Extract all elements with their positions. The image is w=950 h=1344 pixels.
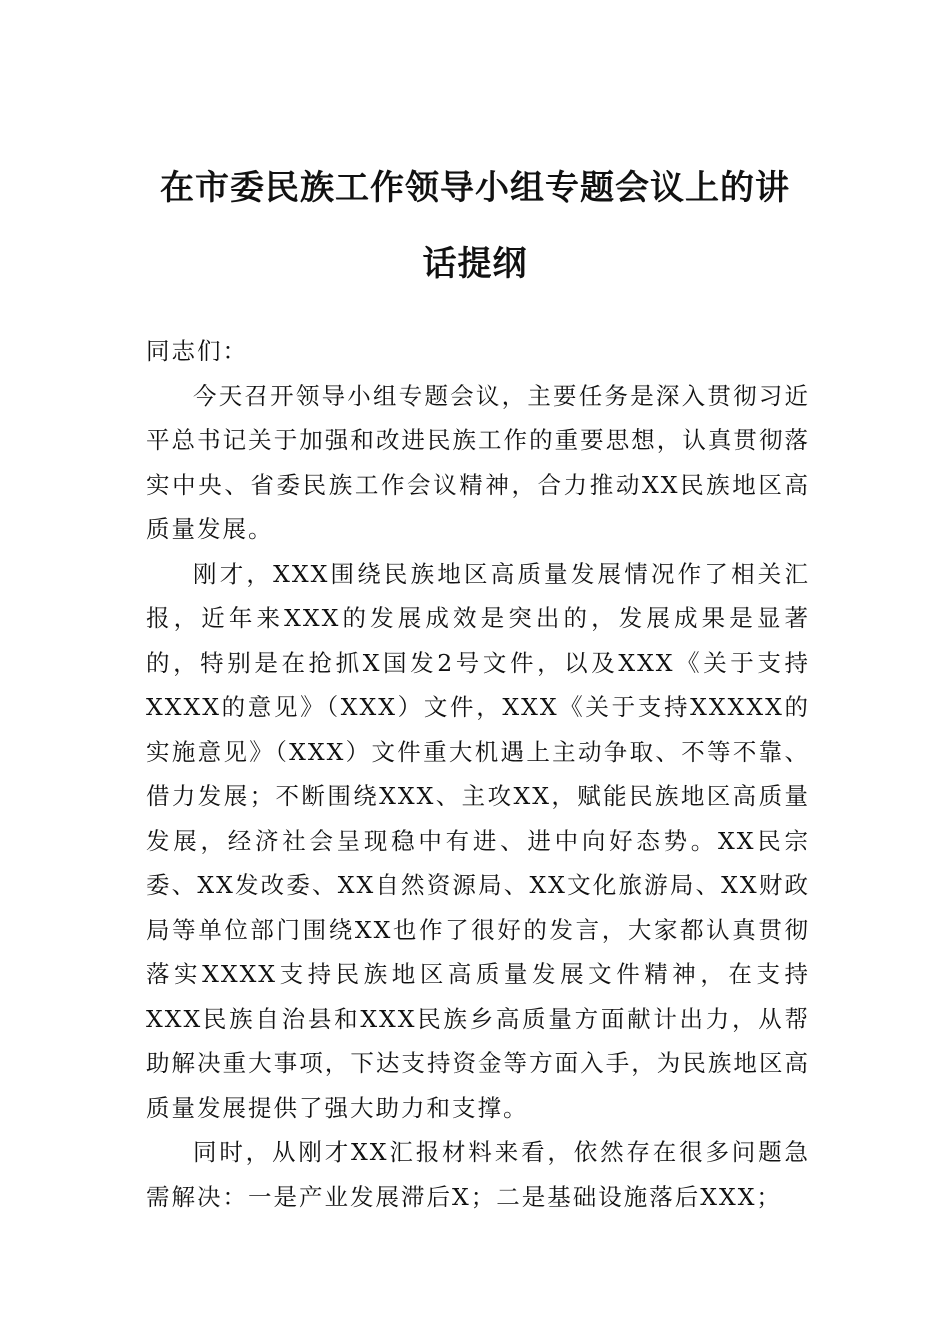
- paragraph-1: 今天召开领导小组专题会议，主要任务是深入贯彻习近平总书记关于加强和改进民族工作的重要思想，认真贯彻落实中央、省委民族工作会议精神，合力推动XX民族地区高质量发展。: [146, 381, 810, 543]
- document-title: [140, 150, 810, 302]
- salutation: 同志们：: [146, 337, 248, 365]
- document-body: [146, 329, 810, 1219]
- paragraph-3: 同时，从刚才XX汇报材料来看，依然存在很多问题急需解决：一是产业发展滞后X；二是基础设施落后XXX；: [146, 1138, 810, 1211]
- title-line-1: 在市委民族工作领导小组专题会议上的讲: [160, 168, 790, 208]
- paragraph-2: 刚才，XXX围绕民族地区高质量发展情况作了相关汇报，近年来XXX的发展成效是突出的，发展成果是显著的，特别是在抢抓X国发2号文件，以及XXX《关于支持XXXX的意见》（XXX）文件，XXX《关于支持XXXXX的实施意见》（XXX）文件重大机遇上主动争取、不等不靠、借力发展；不断围绕XXX、主攻XX，赋能民族地区高质量发展，经济社会呈现稳中有进、进中向好态势。XX民宗委、XX发改委、XX自然资源局、XX文化旅游局、XX财政局等单位部门围绕XX也作了很好的发言，大家都认真贯彻落实XXXX支持民族地区高质量发展文件精神，在支持XXX民族自治县和XXX民族乡高质量方面献计出力，从帮助解决重大事项，下达支持资金等方面入手，为民族地区高质量发展提供了强大助力和支撑。: [146, 559, 810, 1122]
- title-line-2: 话提纲: [422, 244, 528, 284]
